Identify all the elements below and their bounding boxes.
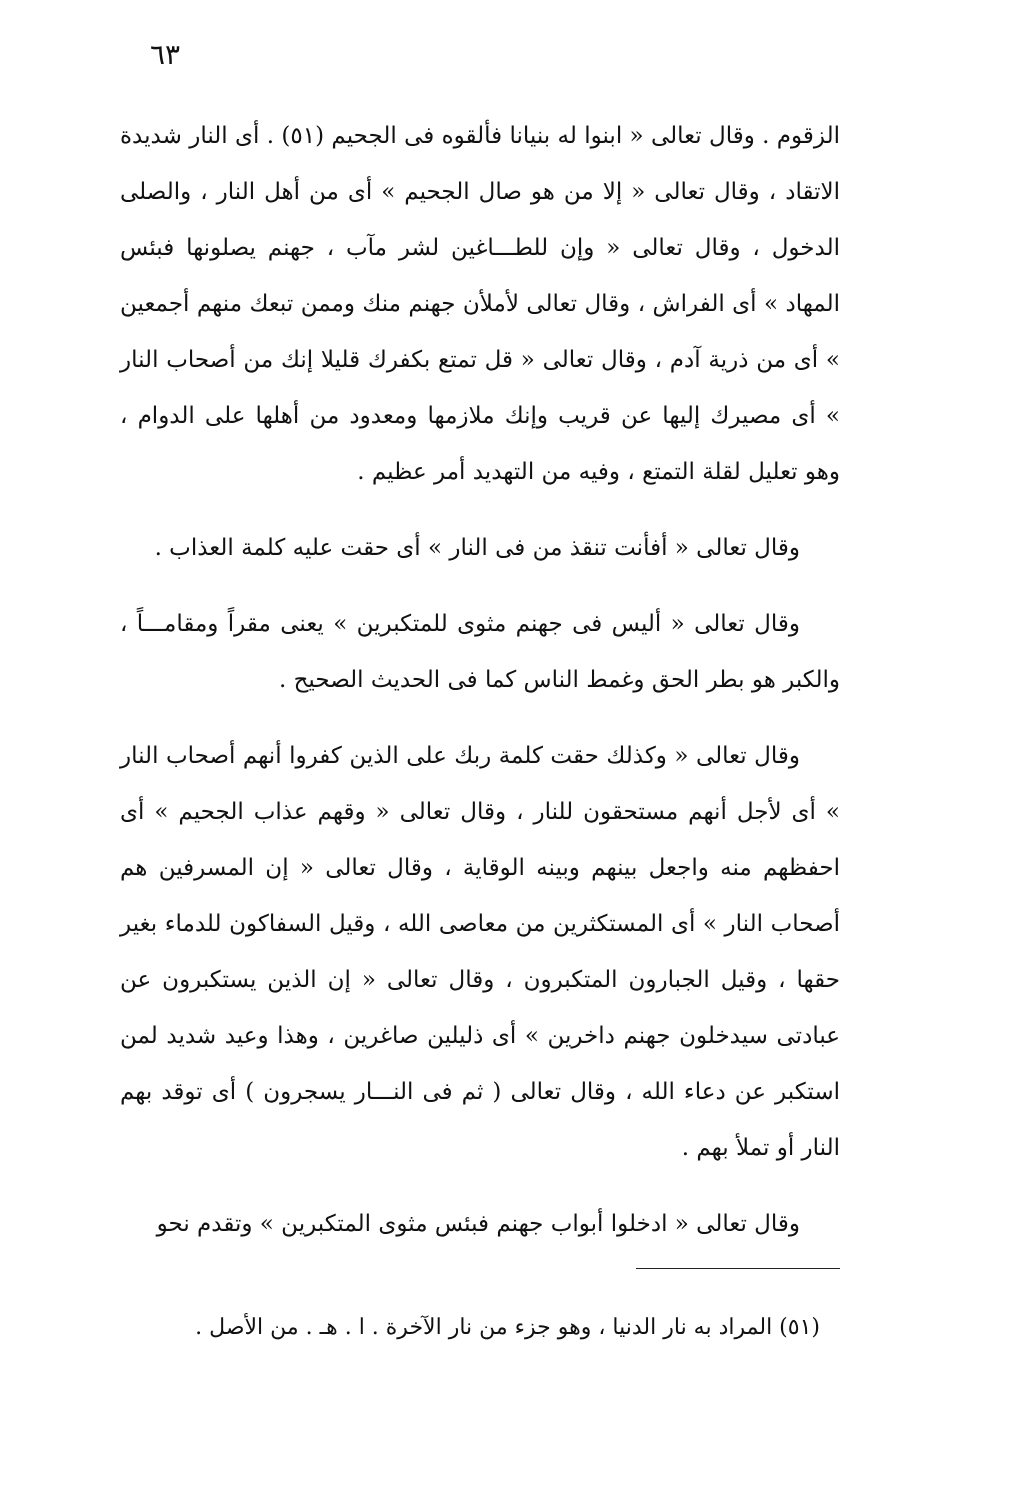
paragraph-2: وقال تعالى « أفأنت تنقذ من فى النار » أى حقت عليه كلمة العذاب . [154, 535, 800, 561]
paragraph-1: الزقوم . وقال تعالى « ابنوا له بنيانا فألقوه فى الجحيم (٥١) . أى النار شديدة الاتقاد ، وقال تعالى « إلا من هو صال الجحيم » أى من أهل النار ، والصلى الدخول ، وقال تعالى « وإن للطـــاغين لشر مآب ، جهنم يصلونها فبئس المهاد » أى الفراش ، وقال تعالى لأملأن جهنم منك وممن تبعك منهم أجمعين » أى من ذرية آدم ، وقال تعالى « قل تمتع بكفرك قليلا إنك من أصحاب النار » أى مصيرك إليها عن قريب وإنك ملازمها ومعدود من أهلها على الدوام ، وهو تعليل لقلة التمتع ، وفيه من التهديد أمر عظيم . [120, 123, 840, 485]
page-number: ٦٣ [150, 38, 181, 71]
paragraph-4: وقال تعالى « وكذلك حقت كلمة ربك على الذين كفروا أنهم أصحاب النار » أى لأجل أنهم مستحقون للنار ، وقال تعالى « وقهم عذاب الجحيم » أى احفظهم منه واجعل بينهم وبينه الوقاية ، وقال تعالى « إن المسرفين هم أصحاب النار » أى المستكثرين من معاصى الله ، وقيل السفاكون للدماء بغير حقها ، وقيل الجبارون المتكبرون ، وقال تعالى « إن الذين يستكبرون عن عبادتى سيدخلون جهنم داخرين » أى ذليلين صاغرين ، وهذا وعيد شديد لمن استكبر عن دعاء الله ، وقال تعالى ( ثم فى النـــار يسجرون ) أى توقد بهم النار أو تملأ بهم . [120, 743, 840, 1161]
footnote-divider [636, 1268, 840, 1269]
footnote: (٥١) المراد به نار الدنيا ، وهو جزء من نار الآخرة . ا . هـ . من الأصل . [195, 1315, 820, 1340]
paragraph-3: وقال تعالى « أليس فى جهنم مثوى للمتكبرين » يعنى مقراً ومقامـــاً ، والكبر هو بطر الحق وغمط الناس كما فى الحديث الصحيح . [120, 611, 840, 693]
main-text [120, 108, 840, 1252]
paragraph-5: وقال تعالى « ادخلوا أبواب جهنم فبئس مثوى المتكبرين » وتقدم نحو [156, 1211, 800, 1237]
